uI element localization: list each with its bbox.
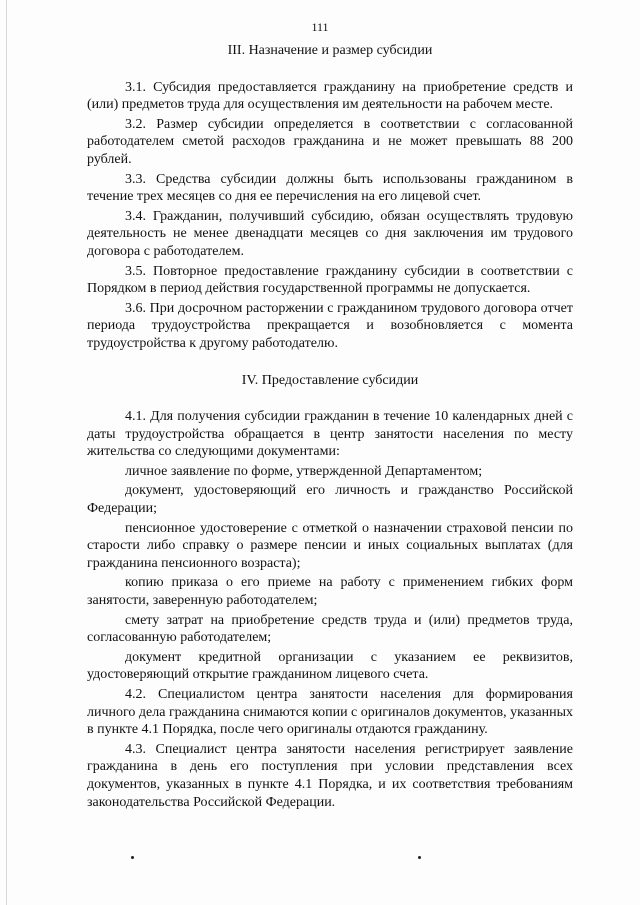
- paragraph-3-6: 3.6. При досрочном расторжении с гражданином трудового договора отчет периода трудоустройства прекращается и возобновляется с момента трудоустройства к другому работодателю.: [87, 300, 573, 351]
- list-item-application: личное заявление по форме, утвержденной Департаментом;: [125, 463, 483, 479]
- section-4-body: [87, 408, 573, 811]
- paragraph-4-1: 4.1. Для получения субсидии гражданин в течение 10 календарных дней с даты трудоустройства обращается в центр занятости населения по месту жительства со следующими документами:: [87, 409, 573, 460]
- scan-artifacts: [0, 856, 640, 862]
- paragraph-3-3: 3.3. Средства субсидии должны быть использованы гражданином в течение трех месяцев со дня ее перечисления на его лицевой счет.: [87, 171, 573, 205]
- list-item-pension-certificate: пенсионное удостоверение с отметкой о назначении страховой пенсии по старости либо справку о размере пенсии и иных социальных выплатах (для гражданина пенсионного возраста);: [87, 520, 573, 571]
- paragraph-3-5: 3.5. Повторное предоставление гражданину субсидии в соответствии с Порядком в период действия государственной программы не допускается.: [87, 263, 573, 297]
- section-4-title: IV. Предоставление субсидии: [241, 372, 419, 388]
- paragraph-3-1: 3.1. Субсидия предоставляется гражданину на приобретение средств и (или) предметов труда для осуществления им деятельности на рабочем месте.: [87, 79, 573, 113]
- paragraph-4-3: 4.3. Специалист центра занятости населения регистрирует заявление гражданина в день его поступления при условии представления всех документов, указанных в пункте 4.1 Порядка, и их соответствия требованиям законодательства Российской Федерации.: [87, 741, 573, 810]
- paragraph-3-2: 3.2. Размер субсидии определяется в соответствии с согласованной работодателем сметой расходов гражданина и не может превышать 88 200 рублей.: [87, 116, 573, 167]
- paragraph-3-4: 3.4. Гражданин, получивший субсидию, обязан осуществлять трудовую деятельность не менее двенадцати месяцев со дня заключения им трудового договора с работодателем.: [87, 208, 573, 259]
- scan-dot-left: [131, 856, 134, 859]
- list-item-cost-estimate: смету затрат на приобретение средств труда и (или) предметов труда, согласованную работодателем;: [87, 612, 573, 646]
- paragraph-4-2: 4.2. Специалистом центра занятости населения для формирования личного дела гражданина снимаются копии с оригиналов документов, указанных в пункте 4.1 Порядка, после чего оригиналы отдаются гражданину.: [87, 687, 574, 738]
- document-body: [87, 42, 573, 813]
- page-number: 111: [311, 20, 329, 34]
- section-3-title: III. Назначение и размер субсидии: [227, 43, 433, 58]
- list-item-bank-document: документ кредитной организации с указанием ее реквизитов, удостоверяющий открытие гражданином лицевого счета.: [87, 649, 573, 683]
- scan-dot-right: [418, 856, 421, 859]
- list-item-identity-document: документ, удостоверяющий его личность и гражданство Российской Федерации;: [87, 483, 573, 517]
- section-3-body: [87, 79, 573, 353]
- list-item-employment-order: копию приказа о его приеме на работу с применением гибких форм занятости, заверенную работодателем;: [87, 575, 573, 609]
